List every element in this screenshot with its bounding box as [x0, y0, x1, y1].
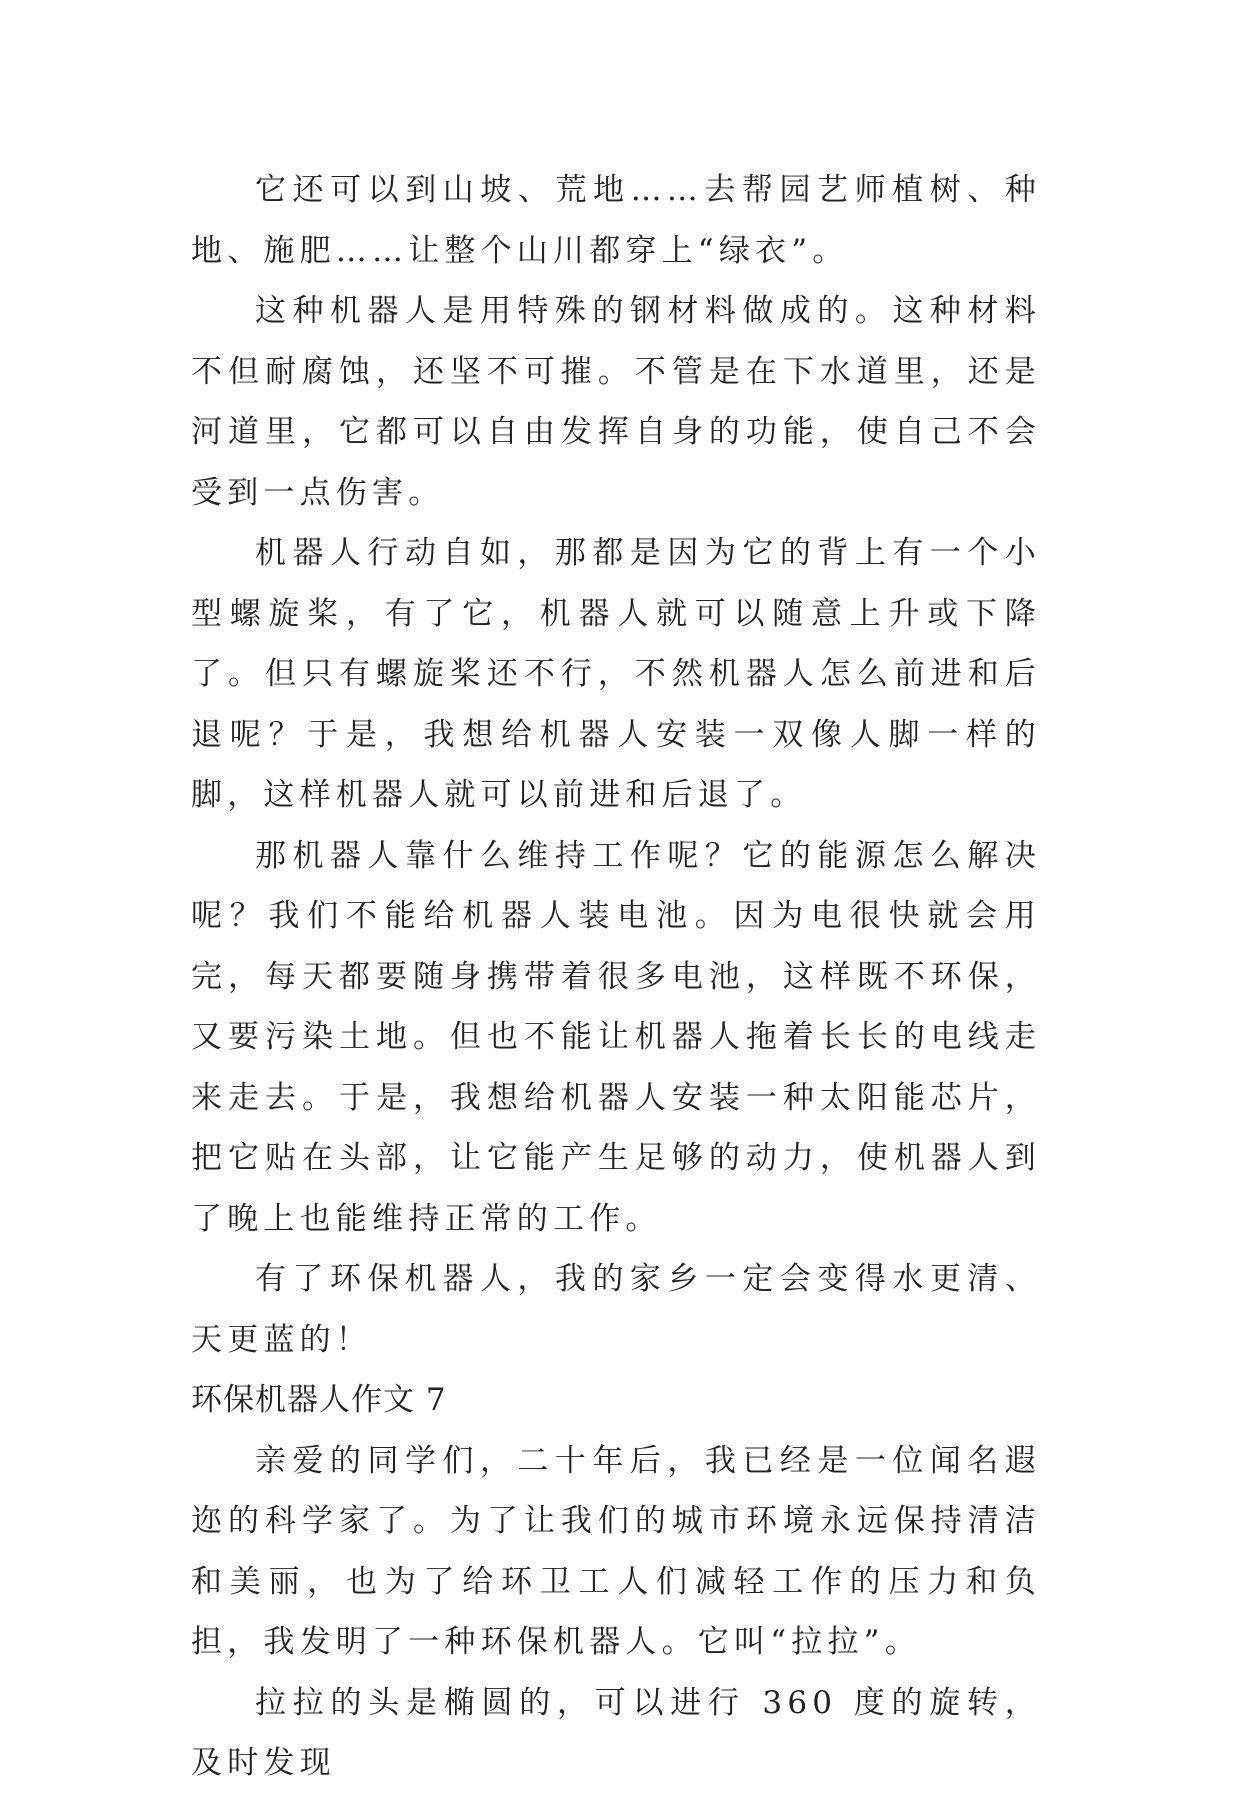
paragraph-propeller: 机器人行动自如，那都是因为它的背上有一个小型螺旋桨，有了它，机器人就可以随意上升或下降了。但只有螺旋桨还不行，不然机器人怎么前进和后退呢？于是，我想给机器人安装一双像人脚一样的脚，这样机器人就可以前进和后退了。 [191, 535, 1041, 813]
paragraph-mountain-planting: 它还可以到山坡、荒地……去帮园艺师植树、种地、施肥……让整个山川都穿上“绿衣”。 [191, 172, 1041, 269]
document-body [191, 160, 1041, 1794]
essay-heading: 环保机器人作文 7 [191, 1382, 447, 1418]
paragraph-conclusion: 有了环保机器人，我的家乡一定会变得水更清、天更蓝的！ [191, 1261, 1041, 1358]
paragraph-scientist-intro: 亲爱的同学们，二十年后，我已经是一位闻名遐迩的科学家了。为了让我们的城市环境永远保持清洁和美丽，也为了给环卫工人们减轻工作的压力和负担，我发明了一种环保机器人。它叫“拉拉”。 [191, 1442, 1041, 1660]
paragraph-steel-material: 这种机器人是用特殊的钢材料做成的。这种材料不但耐腐蚀，还坚不可摧。不管是在下水道里，还是河道里，它都可以自由发挥自身的功能，使自己不会受到一点伤害。 [191, 293, 1041, 511]
paragraph-solar-energy: 那机器人靠什么维持工作呢？它的能源怎么解决呢？我们不能给机器人装电池。因为电很快就会用完，每天都要随身携带着很多电池，这样既不环保，又要污染土地。但也不能让机器人拖着长长的电线走来走去。于是，我想给机器人安装一种太阳能芯片，把它贴在头部，让它能产生足够的动力，使机器人到了晚上也能维持正常的工作。 [191, 837, 1041, 1237]
paragraph-robot-head: 拉拉的头是椭圆的，可以进行 360 度的旋转，及时发现 [191, 1684, 1041, 1781]
